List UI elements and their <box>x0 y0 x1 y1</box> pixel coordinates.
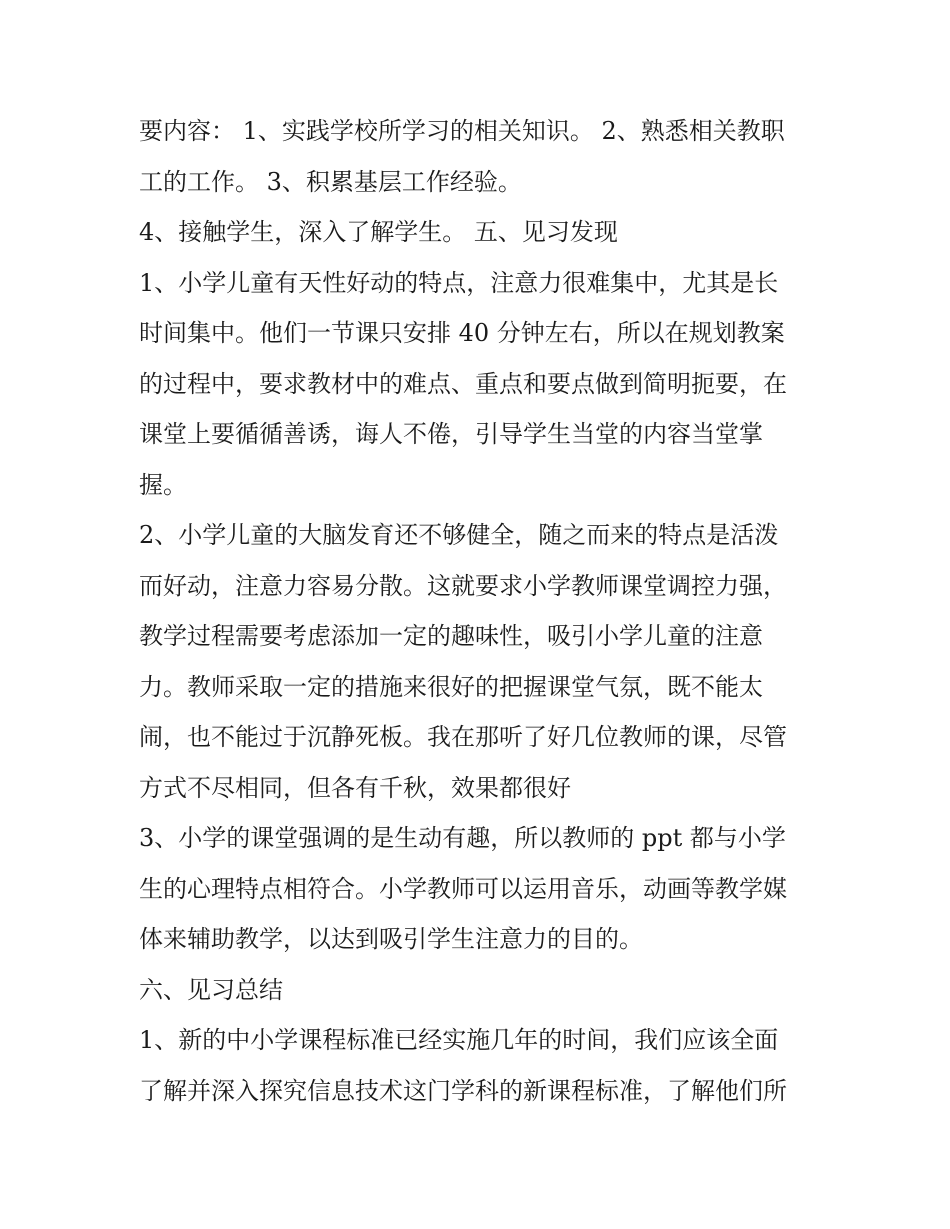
text-line: 了解并深入探究信息技术这门学科的新课程标准，了解他们所 <box>139 1076 787 1105</box>
text-line: 而好动，注意力容易分散。这就要求小学教师课堂调控力强， <box>139 571 787 600</box>
text-line: 4、接触学生，深入了解学生。 五、见习发现 <box>139 218 618 246</box>
text-line: 时间集中。他们一节课只安排 40 分钟左右，所以在规划教案 <box>139 319 785 347</box>
text-line: 生的心理特点相符合。小学教师可以运用音乐，动画等教学媒 <box>139 874 787 903</box>
document-body <box>139 106 819 1116</box>
text-line: 教学过程需要考虑添加一定的趣味性，吸引小学儿童的注意 <box>139 622 763 650</box>
text-line: 体来辅助教学，以达到吸引学生注意力的目的。 <box>139 925 643 953</box>
text-line: 力。教师采取一定的措施来很好的把握课堂气氛，既不能太 <box>139 672 763 701</box>
text-line: 1、小学儿童有天性好动的特点，注意力很难集中，尤其是长 <box>139 268 779 297</box>
text-line: 课堂上要循循善诱，诲人不倦，引导学生当堂的内容当堂掌 <box>139 420 763 448</box>
text-line: 闹，也不能过于沉静死板。我在那听了好几位教师的课，尽管 <box>139 723 787 751</box>
text-line: 六、见习总结 <box>139 975 283 1004</box>
text-line: 要内容： 1、实践学校所学习的相关知识。 2、熟悉相关教职 <box>139 117 785 145</box>
text-line: 工的工作。 3、积累基层工作经验。 <box>139 167 522 196</box>
text-line: 3、小学的课堂强调的是生动有趣，所以教师的 ppt 都与小学 <box>139 824 786 852</box>
text-line: 1、新的中小学课程标准已经实施几年的时间，我们应该全面 <box>139 1026 779 1054</box>
text-line: 2、小学儿童的大脑发育还不够健全，随之而来的特点是活泼 <box>139 521 779 549</box>
text-line: 握。 <box>139 470 187 499</box>
text-line: 方式不尽相同，但各有千秋，效果都很好 <box>139 773 571 802</box>
text-line: 的过程中，要求教材中的难点、重点和要点做到简明扼要，在 <box>139 369 787 398</box>
